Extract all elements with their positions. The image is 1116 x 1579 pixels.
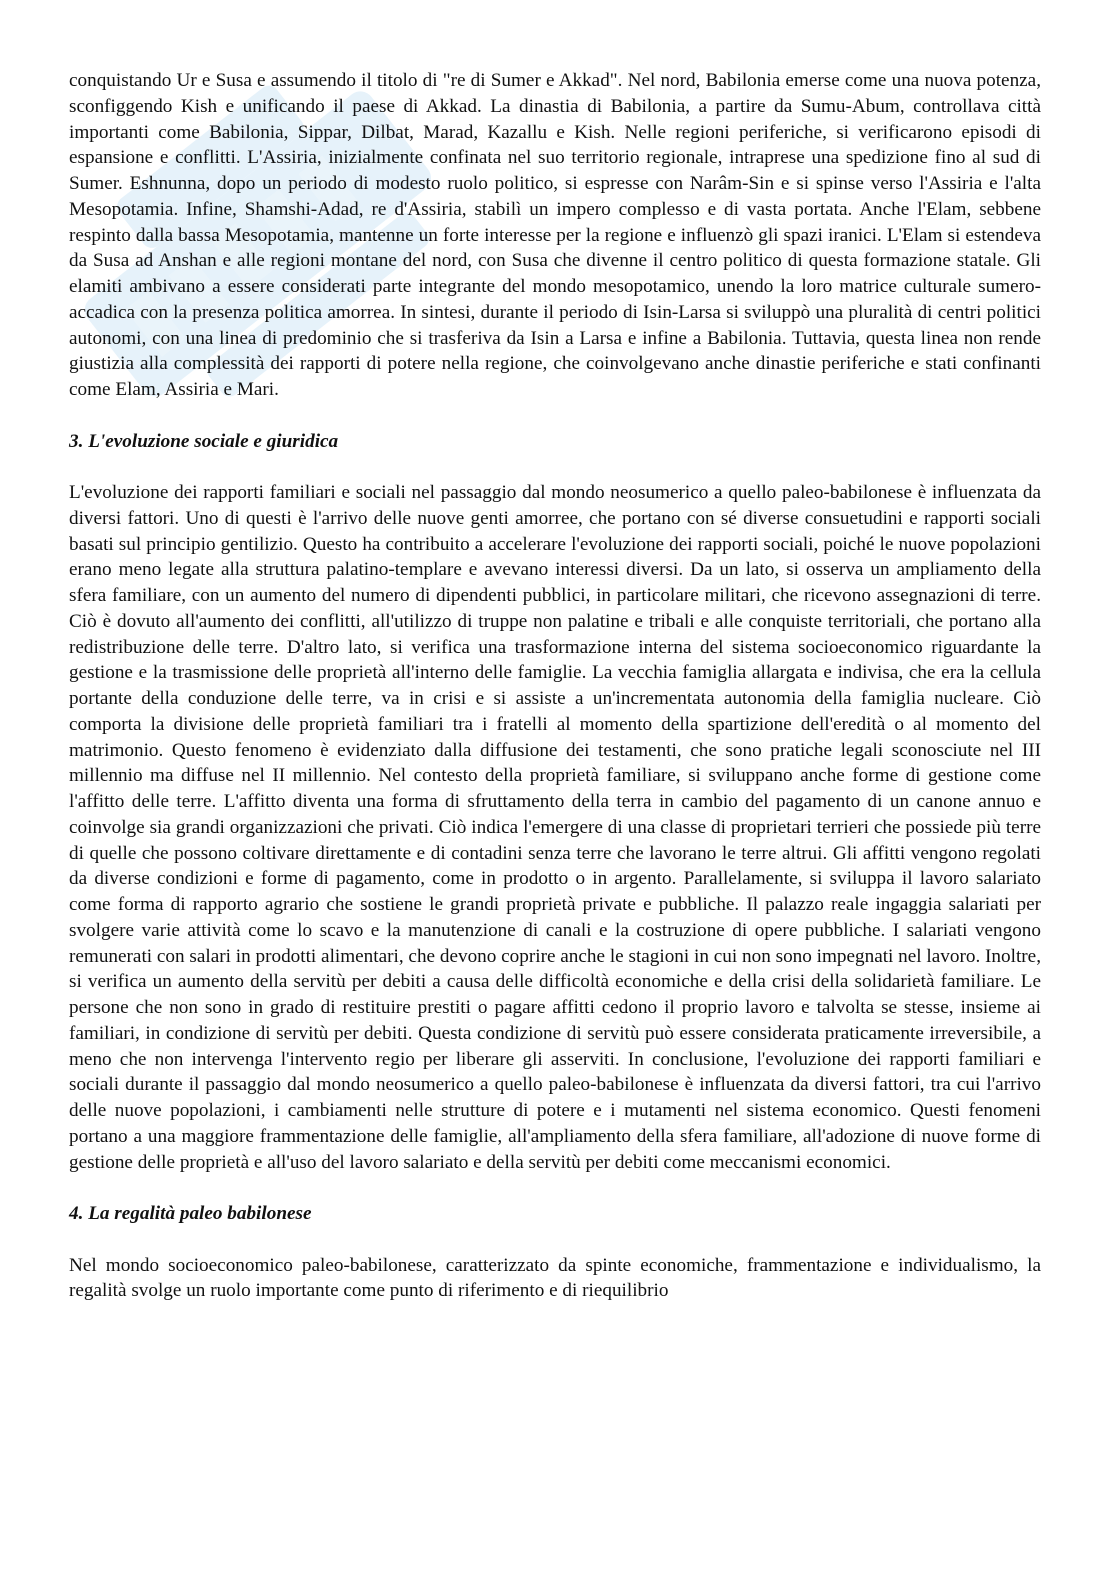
spacer xyxy=(69,454,1041,480)
paragraph-evoluzione-sociale: L'evoluzione dei rapporti familiari e sociali nel passaggio dal mondo neosumerico a quello paleo-babilonese è influenzata da diversi fattori. Uno di questi è l'arrivo delle nuove genti amorree, che portano con sé diverse consuetudini e rapporti sociali basati sul principio gentilizio. Questo ha contribuito a accelerare l'evoluzione dei rapporti sociali, poiché le nuove popolazioni erano meno legate alla struttura palatino-templare e avevano interessi diversi. Da un lato, si osserva un ampliamento della sfera familiare, con un aumento del numero di dipendenti pubblici, in particolare militari, che ricevono assegnazioni di terre. Ciò è dovuto all'aumento dei conflitti, all'utilizzo di truppe non palatine e tribali e alle conquiste territoriali, che portano alla redistribuzione delle terre. D'altro lato, si verifica una trasformazione interna del sistema socioeconomico riguardante la gestione e la trasmissione delle proprietà all'interno delle famiglie. La vecchia famiglia allargata e indivisa, che era la cellula portante della conduzione delle terre, va in crisi e si assiste a un'incrementata autonomia della famiglia nucleare. Ciò comporta la divisione delle proprietà familiari tra i fratelli al momento della spartizione dell'eredità o al momento del matrimonio. Questo fenomeno è evidenziato dalla diffusione dei testamenti, che sono pratiche legali sconosciute nel III millennio ma diffuse nel II millennio. Nel contesto della proprietà familiare, si sviluppano anche forme di gestione come l'affitto delle terre. L'affitto diventa una forma di sfruttamento della terra in cambio del pagamento di un canone annuo e coinvolge sia grandi organizzazioni che privati. Ciò indica l'emergere di una classe di proprietari terrieri che possiede più terre di quelle che possono coltivare direttamente e di contadini senza terre che lavorano le terre altrui. Gli affitti vengono regolati da diverse condizioni e forme di pagamento, come in prodotto o in argento. Parallelamente, si sviluppa il lavoro salariato come forma di rapporto agrario che sostiene le grandi proprietà private e pubbliche. Il palazzo reale ingaggia salariati per svolgere varie attività come lo scavo e la manutenzione di canali e la costruzione di opere pubbliche. I salariati vengono remunerati con salari in prodotti alimentari, che devono coprire anche le stagioni in cui non sono impegnati nel lavoro. Inoltre, si verifica un aumento della servitù per debiti a causa delle difficoltà economiche e della crisi della solidarietà familiare. Le persone che non sono in grado di restituire prestiti o pagare affitti cedono il proprio lavoro e talvolta se stesse, insieme ai familiari, in condizione di servitù per debiti. Questa condizione di servitù può essere considerata praticamente irreversibile, a meno che non intervenga l'intervento regio per liberare gli asserviti. In conclusione, l'evoluzione dei rapporti familiari e sociali durante il passaggio dal mondo neosumerico a quello paleo-babilonese è influenzata da diversi fattori, tra cui l'arrivo delle nuove popolazioni, i cambiamenti nelle strutture di potere e i mutamenti nel sistema economico. Questi fenomeni portano a una maggiore frammentazione delle famiglie, all'ampliamento della sfera familiare, all'adozione di nuove forme di gestione delle proprietà e all'uso del lavoro salariato e della servitù per debiti come meccanismi economici. xyxy=(69,482,1041,1173)
spacer xyxy=(69,1175,1041,1201)
section-heading-3: 3. L'evoluzione sociale e giuridica xyxy=(69,430,339,452)
paragraph-regalita: Nel mondo socioeconomico paleo-babilonese, caratterizzato da spinte economiche, frammentazione e individualismo, la regalità svolge un ruolo importante come punto di riferimento e di riequilibrio xyxy=(69,1254,1041,1302)
document-page xyxy=(69,68,1041,1304)
section-heading-4: 4. La regalità paleo babilonese xyxy=(69,1203,312,1224)
spacer xyxy=(69,1227,1041,1253)
spacer xyxy=(69,403,1041,429)
paragraph-periodo-isin-larsa: conquistando Ur e Susa e assumendo il titolo di "re di Sumer e Akkad". Nel nord, Babilonia emerse come una nuova potenza, sconfiggendo Kish e unificando il paese di Akkad. La dinastia di Babilonia, a partire da Sumu-Abum, controllava città importanti come Babilonia, Sippar, Dilbat, Marad, Kazallu e Kish. Nelle regioni periferiche, si verificarono episodi di espansione e conflitti. L'Assiria, inizialmente confinata nel suo territorio regionale, intraprese una spedizione fino al sud di Sumer. Eshnunna, dopo un periodo di modesto ruolo politico, si espresse con Narâm-Sin e si spinse verso l'Assiria e l'alta Mesopotamia. Infine, Shamshi-Adad, re d'Assiria, stabilì un impero complesso e di vasta portata. Anche l'Elam, sebbene respinto dalla bassa Mesopotamia, mantenne un forte interesse per la regione e influenzò gli spazi iranici. L'Elam si estendeva da Susa ad Anshan e alle regioni montane del nord, con Susa che divenne il centro politico di questa formazione statale. Gli elamiti ambivano a essere considerati parte integrante del mondo mesopotamico, unendo la loro matrice culturale sumero-accadica con la presenza politica amorrea. In sintesi, durante il periodo di Isin-Larsa si sviluppò una pluralità di centri politici autonomi, con una linea di predominio che si trasferiva da Isin a Larsa e infine a Babilonia. Tuttavia, questa linea non rende giustizia alla complessità dei rapporti di potere nella regione, che coinvolgevano anche dinastie periferiche e stati confinanti come Elam, Assiria e Mari. xyxy=(69,70,1041,400)
